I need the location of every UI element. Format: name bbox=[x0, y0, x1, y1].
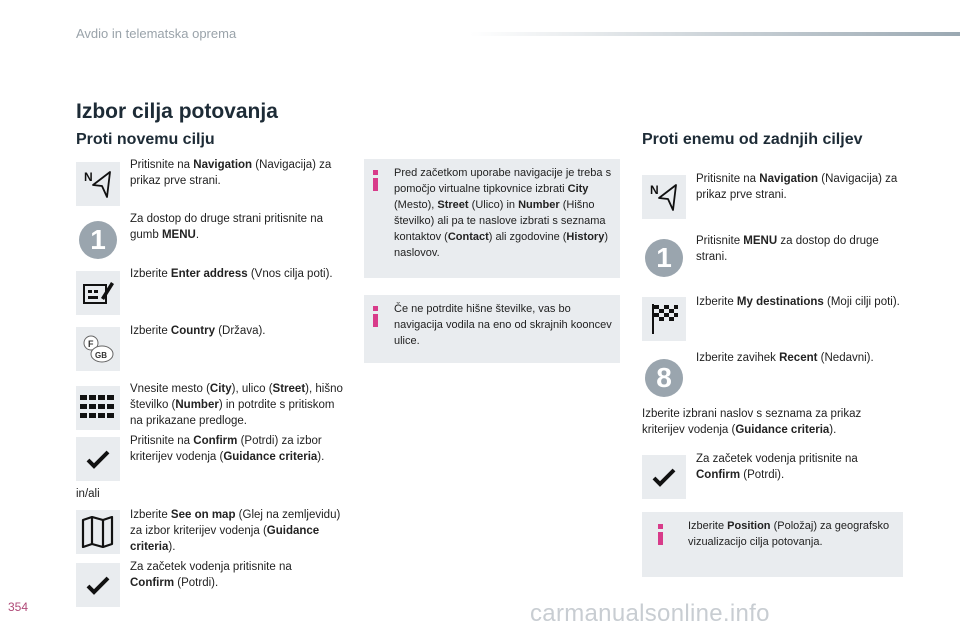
page-number: 354 bbox=[8, 600, 29, 614]
navigation-icon bbox=[642, 175, 686, 219]
section-header: Avdio in telematska oprema bbox=[76, 26, 237, 41]
right-step-confirm: Za začetek vodenja pritisnite na Confirm (Potrdi). bbox=[696, 453, 858, 481]
right-step-4: Izberite zavihek Recent (Nedavni). bbox=[696, 352, 874, 364]
info-icon bbox=[373, 306, 378, 311]
left-step-7: Izberite See on map (Glej na zemljevidu) za izbor kriterijev vodenja (Guidance criteria). bbox=[130, 509, 341, 553]
left-step-6: Pritisnite na Confirm (Potrdi) za izbor kriterijev vodenja (Guidance criteria). bbox=[130, 435, 325, 463]
page-title: Izbor cilja potovanja bbox=[76, 100, 278, 123]
left-step-2: Za dostop do druge strani pritisnite na gumb MENU. bbox=[130, 213, 324, 241]
checkmark-icon bbox=[76, 563, 120, 607]
info-text-2: Če ne potrdite hišne številke, vas bo navigacija vodila na eno od skrajnih kooncev ulice. bbox=[394, 303, 612, 347]
info-text-3: Izberite Position (Položaj) za geografsko vizualizacijo cilja potovanja. bbox=[688, 520, 890, 548]
address-entry-icon bbox=[76, 271, 120, 315]
info-box-1 bbox=[364, 159, 620, 278]
info-icon bbox=[373, 170, 378, 175]
navigation-icon bbox=[76, 162, 120, 206]
svg-text:N: N bbox=[84, 170, 93, 184]
info-box-2 bbox=[364, 295, 620, 363]
or-label: in/ali bbox=[76, 488, 100, 500]
svg-text:GB: GB bbox=[95, 351, 107, 360]
checkmark-icon bbox=[642, 455, 686, 499]
step-number-8: 8 bbox=[642, 356, 686, 400]
country-flag-icon bbox=[76, 327, 120, 371]
keyboard-grid-icon bbox=[76, 386, 120, 430]
info-text-1: Pred začetkom uporabe navigacije je treba s pomočjo virtualne tipkovnice izbrati City (Mesto), Street (Ulico) in Number (Hišno številko) ali pa te naslove izbrati s seznama kontaktov (Contact) ali zgodovine (History) naslovov. bbox=[394, 167, 612, 259]
step-number-1: 1 bbox=[76, 218, 120, 262]
svg-text:N: N bbox=[650, 183, 659, 197]
header-rule bbox=[470, 32, 960, 36]
left-step-4: Izberite Country (Država). bbox=[130, 325, 266, 337]
right-heading: Proti enemu od zadnjih ciljev bbox=[642, 131, 863, 148]
checkmark-icon bbox=[76, 437, 120, 481]
step-number-1: 1 bbox=[642, 236, 686, 280]
map-icon bbox=[76, 510, 120, 554]
right-step-2: Pritisnite MENU za dostop do druge strani. bbox=[696, 235, 879, 263]
left-step-5: Vnesite mesto (City), ulico (Street), hišno številko (Number) in potrdite s pritiskom na prikazane predloge. bbox=[130, 383, 343, 427]
watermark: carmanualsonline.info bbox=[530, 600, 770, 627]
svg-text:F: F bbox=[88, 339, 94, 349]
right-step-1: Pritisnite na Navigation (Navigacija) za prikaz prve strani. bbox=[696, 173, 898, 201]
left-step-8: Za začetek vodenja pritisnite na Confirm (Potrdi). bbox=[130, 561, 292, 589]
right-step-3: Izberite My destinations (Moji cilji poti). bbox=[696, 296, 900, 308]
left-heading: Proti novemu cilju bbox=[76, 131, 215, 148]
checkered-flag-icon bbox=[642, 297, 686, 341]
info-box-3 bbox=[642, 512, 903, 577]
right-select-text: Izberite izbrani naslov s seznama za prikaz kriterijev vodenja (Guidance criteria). bbox=[642, 408, 862, 436]
left-step-1: Pritisnite na Navigation (Navigacija) za prikaz prve strani. bbox=[130, 159, 332, 187]
left-step-3: Izberite Enter address (Vnos cilja poti). bbox=[130, 268, 333, 280]
info-icon bbox=[658, 524, 663, 529]
